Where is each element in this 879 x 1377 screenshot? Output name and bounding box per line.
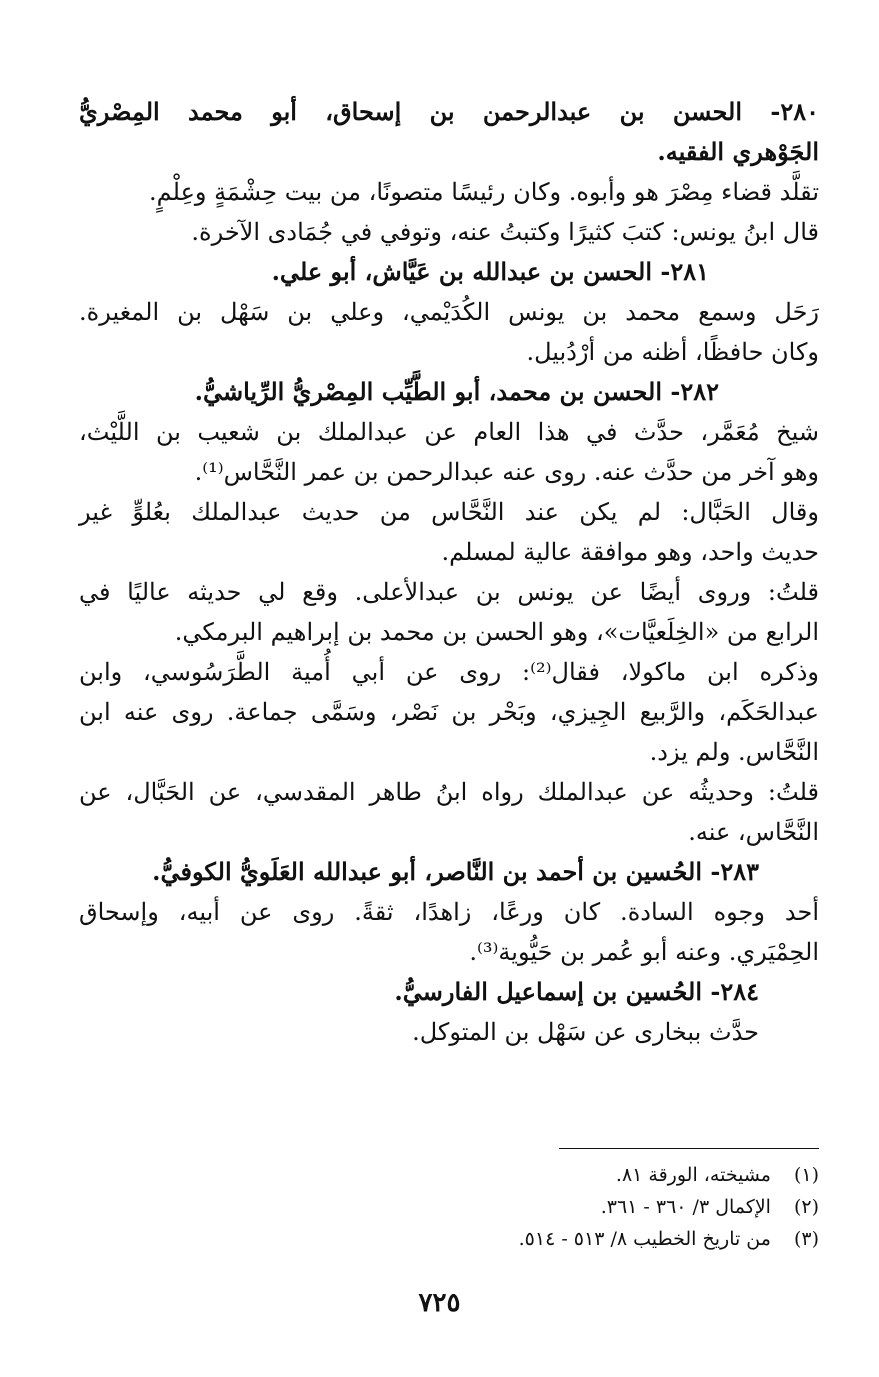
paragraph-line: عبدالحَكَم، والرَّبيع الجِيزي، وبَحْر بن نَصْر، وسَمَّى جماعة. روى عنه ابن <box>79 698 819 726</box>
paragraph-line: حديث واحد، وهو موافقة عالية لمسلم. <box>441 538 819 566</box>
entry-heading: ٢٨٢- الحسن بن محمد، أبو الطَّيِّب المِصْريُّ الرِّياشيُّ. <box>194 377 719 406</box>
main-text <box>79 92 819 1052</box>
paragraph-line: أحد وجوه السادة. كان ورعًا، زاهدًا، ثقةً. روى عن أبيه، وإسحاق <box>79 898 819 926</box>
paragraph-line: وكان حافظًا، أظنه من أرْدُبيل. <box>526 338 819 366</box>
paragraph-line: شيخ مُعَمَّر، حدَّث في هذا العام عن عبدالملك بن شعيب بن اللَّيْث، <box>79 418 819 446</box>
biography-entry <box>79 372 819 852</box>
entry-heading: ٢٨٣- الحُسين بن أحمد بن النَّاصر، أبو عبدالله العَلَويُّ الكوفيُّ. <box>152 857 759 886</box>
page-number: ٧٢٥ <box>418 1288 461 1318</box>
footnote <box>79 1159 819 1191</box>
paragraph-line: قلتُ: وروى أيضًا عن يونس بن عبدالأعلى. وقع لي حديثه عاليًا في <box>79 578 819 606</box>
biography-entry <box>79 972 819 1052</box>
footnote <box>79 1191 819 1223</box>
paragraph-line: تقلَّد قضاء مِصْرَ هو وأبوه. وكان رئيسًا متصونًا، من بيت حِشْمَةٍ وعِلْمٍ. <box>149 178 819 206</box>
entry-heading: ٢٨٠- الحسن بن عبدالرحمن بن إسحاق، أبو محمد المِصْريُّ <box>79 97 819 126</box>
footnote-divider <box>559 1148 819 1149</box>
paragraph-line: رَحَل وسمع محمد بن يونس الكُدَيْمي، وعلي بن سَهْل بن المغيرة. <box>79 298 819 326</box>
paragraph-line: وهو آخر من حدَّث عنه. روى عنه عبدالرحمن بن عمر النَّحَّاس⁽¹⁾. <box>194 458 819 486</box>
footnote-number: (٣) <box>793 1228 819 1250</box>
paragraph-line: النَّحَّاس، عنه. <box>688 818 819 846</box>
paragraph-line: حدَّث ببخارى عن سَهْل بن المتوكل. <box>412 1018 759 1046</box>
footnote <box>79 1223 819 1255</box>
paragraph-line: قال ابنُ يونس: كتبَ كثيرًا وكتبتُ عنه، وتوفي في جُمَادى الآخرة. <box>191 218 819 246</box>
footnote-number: (٢) <box>793 1196 819 1218</box>
paragraph-line: وذكره ابن ماكولا، فقال⁽²⁾: روى عن أبي أُمية الطَّرَسُوسي، وابن <box>79 658 819 686</box>
entry-heading: ٢٨١- الحسن بن عبدالله بن عَيَّاش، أبو علي. <box>271 257 709 286</box>
footnote-number: (١) <box>793 1164 819 1186</box>
paragraph-line: الحِمْيَري. وعنه أبو عُمر بن حَيُّوية⁽³⁾. <box>469 938 819 966</box>
footnote-text: الإكمال ٣/ ٣٦٠ - ٣٦١. <box>600 1196 771 1218</box>
paragraph-line: قلتُ: وحديثُه عن عبدالملك رواه ابنُ طاهر المقدسي، عن الحَبَّال، عن <box>79 778 819 806</box>
paragraph-line: النَّحَّاس. ولم يزد. <box>649 738 819 766</box>
footnote-text: مشيخته، الورقة ٨١. <box>615 1164 771 1186</box>
entry-heading-continued: الجَوْهري الفقيه. <box>657 137 819 166</box>
biography-entry <box>79 92 819 252</box>
paragraph-line: الرابع من «الخِلَعيَّات»، وهو الحسن بن محمد بن إبراهيم البرمكي. <box>174 618 819 646</box>
paragraph-line: وقال الحَبَّال: لم يكن عند النَّحَّاس من حديث عبدالملك بعُلوٍّ غير <box>79 498 819 526</box>
footnotes <box>79 1148 819 1255</box>
footnote-text: من تاريخ الخطيب ٨/ ٥١٣ - ٥١٤. <box>518 1228 771 1250</box>
biography-entry <box>79 252 819 372</box>
biography-entry <box>79 852 819 972</box>
entry-heading: ٢٨٤- الحُسين بن إسماعيل الفارسيُّ. <box>394 977 759 1006</box>
